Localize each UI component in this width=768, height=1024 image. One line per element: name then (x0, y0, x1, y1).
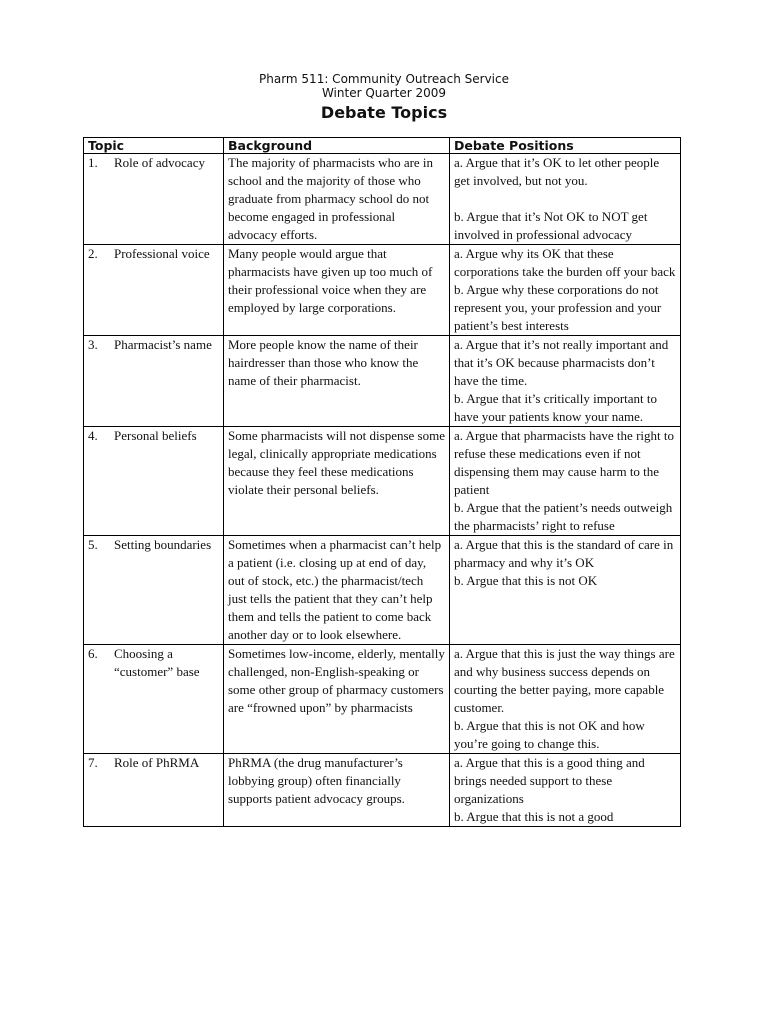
position-a: a. Argue why its OK that these corporations take the burden off your back (454, 246, 676, 279)
position-b: b. Argue that this is not OK and how you’re going to change this. (454, 718, 645, 751)
positions-cell (450, 427, 681, 536)
document-header (0, 72, 768, 124)
topic-label: Role of PhRMA (114, 755, 200, 770)
topic-number: 2. (88, 246, 98, 261)
background-cell: Sometimes low-income, elderly, mentally challenged, non-English-speaking or some other group of pharmacy customers are “frowned upon” by pharmacists (224, 645, 450, 754)
positions-cell (450, 536, 681, 645)
topic-cell (84, 154, 224, 245)
column-header-debate-positions: Debate Positions (450, 138, 681, 154)
topic-label: Choosing a “customer” base (114, 646, 200, 679)
background-cell: Some pharmacists will not dispense some legal, clinically appropriate medications because they feel these medications violate their personal beliefs. (224, 427, 450, 536)
page-title: Debate Topics (320, 103, 448, 122)
topic-number: 6. (88, 646, 98, 661)
topic-label: Personal beliefs (114, 428, 197, 443)
topic-cell (84, 645, 224, 754)
background-cell: PhRMA (the drug manufacturer’s lobbying group) often financially supports patient advocacy groups. (224, 754, 450, 827)
topic-cell (84, 754, 224, 827)
column-header-background: Background (224, 138, 450, 154)
column-header-topic: Topic (84, 138, 224, 154)
debate-topics-table (83, 137, 681, 827)
position-a: a. Argue that this is a good thing and brings needed support to these organizations (454, 755, 645, 806)
position-b: b. Argue that the patient’s needs outweigh the pharmacists’ right to refuse (454, 500, 673, 533)
background-cell: The majority of pharmacists who are in school and the majority of those who graduate from pharmacy school do not become engaged in professional advocacy efforts. (224, 154, 450, 245)
positions-cell (450, 754, 681, 827)
position-b: b. Argue that it’s Not OK to NOT get involved in professional advocacy (454, 209, 648, 242)
positions-cell (450, 336, 681, 427)
position-b: b. Argue that this is not OK (454, 573, 598, 588)
table-row (84, 645, 681, 754)
table-row (84, 336, 681, 427)
position-a: a. Argue that pharmacists have the right to refuse these medications even if not dispensing them may cause harm to the patient (454, 428, 674, 497)
term-label: Winter Quarter 2009 (321, 86, 447, 100)
position-b: b. Argue that it’s critically important to have your patients know your name. (454, 391, 658, 424)
table-row (84, 536, 681, 645)
topic-cell (84, 536, 224, 645)
topic-number: 4. (88, 428, 98, 443)
positions-cell (450, 245, 681, 336)
topic-cell (84, 245, 224, 336)
background-cell: Many people would argue that pharmacists have given up too much of their professional voice when they are employed by large corporations. (224, 245, 450, 336)
topic-number: 7. (88, 755, 98, 770)
table-row (84, 427, 681, 536)
topic-label: Professional voice (114, 246, 210, 261)
table-header-row (84, 138, 681, 154)
topic-cell (84, 427, 224, 536)
position-a: a. Argue that it’s OK to let other people get involved, but not you. (454, 155, 660, 188)
positions-cell (450, 154, 681, 245)
background-cell: Sometimes when a pharmacist can’t help a patient (i.e. closing up at end of day, out of stock, etc.) the pharmacist/tech just tells the patient that they can’t help them and tells the patient to come back another day or to look elsewhere. (224, 536, 450, 645)
positions-cell (450, 645, 681, 754)
topic-number: 5. (88, 537, 98, 552)
position-a: a. Argue that it’s not really important and that it’s OK because pharmacists don’t have the time. (454, 337, 669, 388)
topic-number: 1. (88, 155, 98, 170)
position-b: b. Argue that this is not a good (454, 809, 614, 824)
position-a: a. Argue that this is just the way things are and why business success depends on courting the better paying, more capable customer. (454, 646, 675, 715)
topic-cell (84, 336, 224, 427)
table-row (84, 754, 681, 827)
topic-label: Pharmacist’s name (114, 337, 212, 352)
table-row (84, 245, 681, 336)
topic-label: Setting boundaries (114, 537, 212, 552)
topic-number: 3. (88, 337, 98, 352)
position-b: b. Argue why these corporations do not represent you, your profession and your patient’s best interests (454, 282, 662, 333)
course-title: Pharm 511: Community Outreach Service (259, 72, 509, 86)
table-row (84, 154, 681, 245)
background-cell: More people know the name of their hairdresser than those who know the name of their pharmacist. (224, 336, 450, 427)
position-a: a. Argue that this is the standard of care in pharmacy and why it’s OK (454, 537, 674, 570)
topic-label: Role of advocacy (114, 155, 205, 170)
